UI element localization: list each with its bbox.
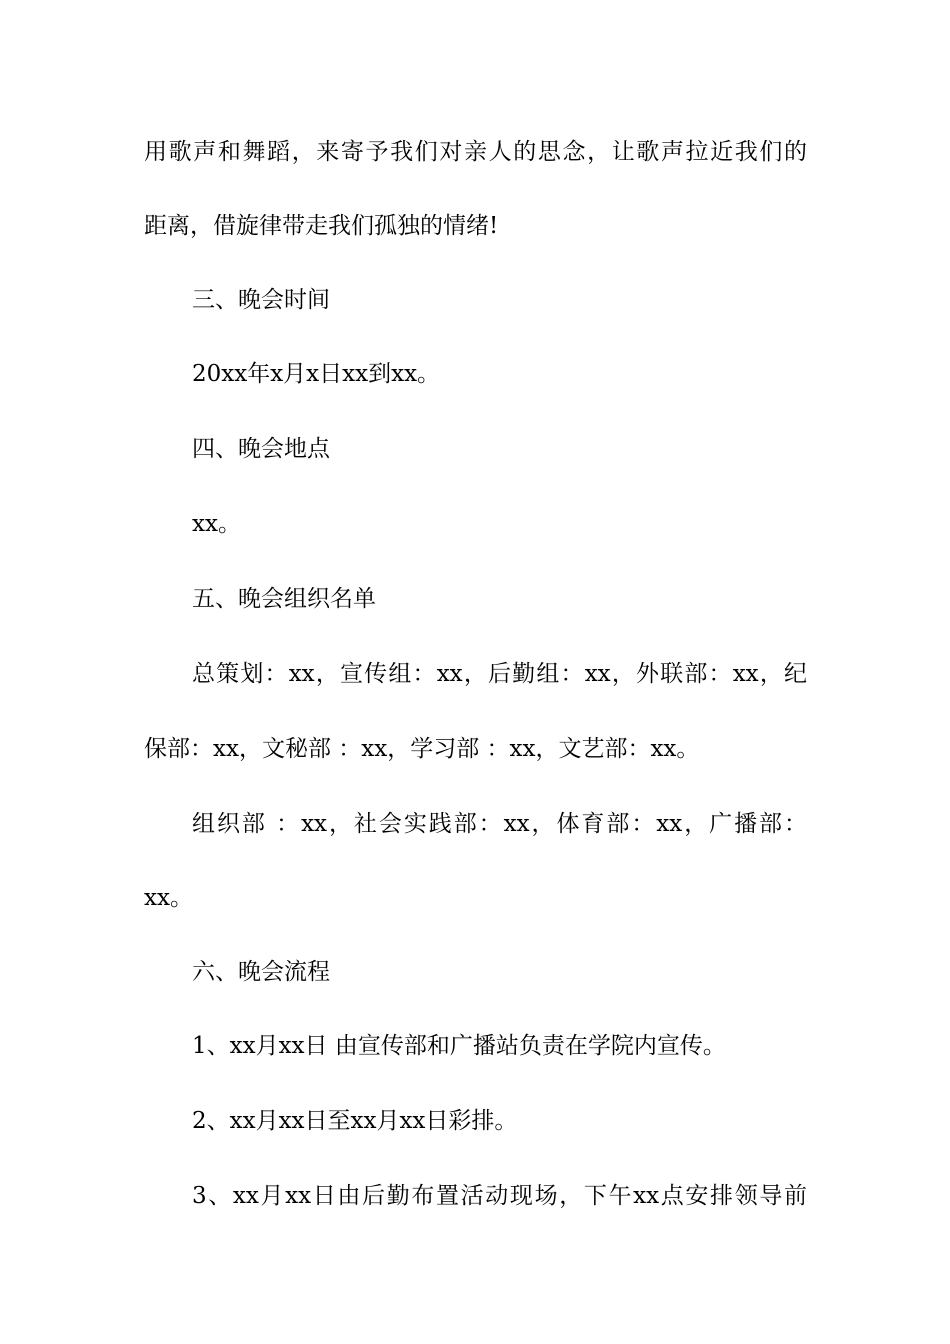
event-time-text: 20xx年x月x日xx到xx。 — [192, 361, 441, 387]
schedule-item-1: 1、xx月xx日 由宣传部和广播站负责在学院内宣传。 — [192, 1033, 726, 1059]
text-line: 总策划：xx，宣传组：xx，后勤组：xx，外联部：xx，纪 — [192, 661, 807, 687]
section-heading-organizers: 五、晚会组织名单 — [192, 586, 376, 612]
section-heading-location: 四、晚会地点 — [192, 436, 330, 462]
text-line: 组织部 ：xx，社会实践部：xx，体育部：xx，广播部： — [192, 811, 807, 837]
organizer-list-line-2: 保部：xx，文秘部 ：xx，学习部 ：xx，文艺部：xx。 — [144, 736, 700, 762]
paragraph-line-purpose-end: 距离，借旋律带走我们孤独的情绪! — [144, 213, 499, 239]
event-location-text: xx。 — [192, 511, 241, 537]
organizer-list-line-4: xx。 — [144, 885, 193, 911]
text-line: 3、xx月xx日由后勤布置活动现场，下午xx点安排领导前 — [192, 1183, 807, 1209]
organizer-list-line-1 — [0, 659, 950, 689]
schedule-item-2: 2、xx月xx日至xx月xx日彩排。 — [192, 1108, 518, 1134]
schedule-item-3 — [0, 1181, 950, 1211]
section-heading-schedule: 六、晚会流程 — [192, 959, 330, 985]
paragraph-line-purpose-continued — [0, 137, 950, 167]
section-heading-time: 三、晚会时间 — [192, 287, 330, 313]
text-line: 用歌声和舞蹈，来寄予我们对亲人的思念，让歌声拉近我们的 — [144, 139, 807, 165]
organizer-list-line-3 — [0, 809, 950, 839]
